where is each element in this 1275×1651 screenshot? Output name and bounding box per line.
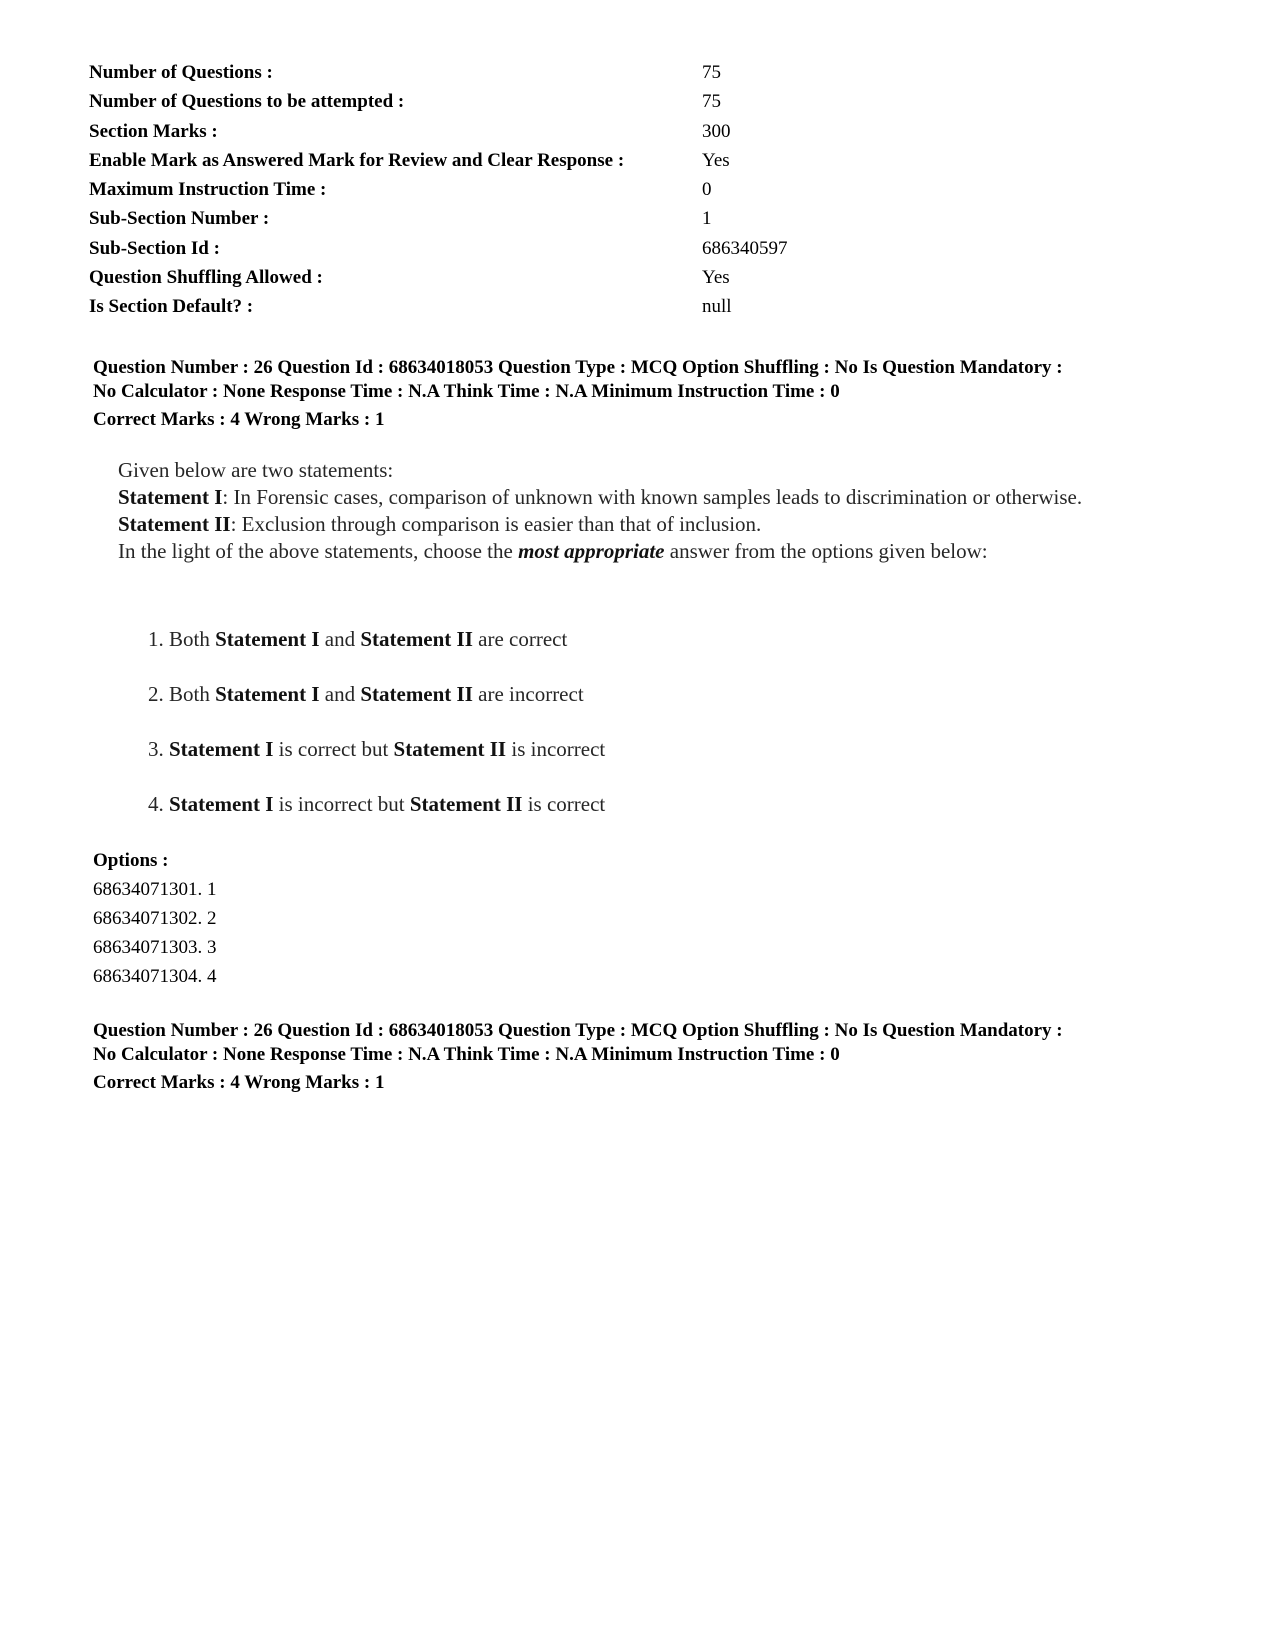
- choice-statement-label: Statement I: [169, 737, 274, 761]
- meta-row: [89, 234, 788, 263]
- statement-one: [118, 484, 1158, 511]
- meta-row: [89, 58, 788, 87]
- meta-value: 75: [702, 62, 721, 83]
- choice-statement-label: Statement II: [393, 737, 507, 761]
- meta-label: Number of Questions :: [89, 62, 273, 83]
- choice-item: [148, 626, 605, 681]
- choice-text: is incorrect: [506, 737, 606, 761]
- question-header-line: No Calculator : None Response Time : N.A Think Time : N.A Minimum Instruction Time : 0: [93, 1044, 840, 1065]
- question-header-line: Question Number : 26 Question Id : 68634018053 Question Type : MCQ Option Shuffling : No Is Question Mandatory :: [93, 1020, 1063, 1041]
- choice-number: 4.: [148, 792, 164, 816]
- choice-statement-label: Statement II: [360, 682, 473, 706]
- meta-label: Enable Mark as Answered Mark for Review and Clear Response :: [89, 149, 625, 171]
- meta-label: Maximum Instruction Time :: [89, 179, 327, 201]
- choice-item: [148, 791, 605, 846]
- prompt-emphasis: most appropriate: [518, 539, 665, 563]
- question-prompt: [118, 538, 1158, 565]
- question-header-line: Question Number : 26 Question Id : 68634018053 Question Type : MCQ Option Shuffling : No Is Question Mandatory :: [93, 357, 1063, 378]
- choice-text: is correct: [522, 792, 606, 816]
- choice-text: are incorrect: [472, 682, 584, 706]
- options-list: [93, 846, 217, 991]
- options-title: Options :: [93, 850, 169, 871]
- choice-number: 2.: [148, 682, 164, 706]
- prompt-after: answer from the options given below:: [664, 539, 988, 563]
- meta-value: Yes: [702, 267, 730, 289]
- option-item: 68634071301. 1: [93, 879, 217, 900]
- question-header-line: No Calculator : None Response Time : N.A Think Time : N.A Minimum Instruction Time : 0: [93, 381, 840, 402]
- meta-value: 75: [702, 91, 721, 113]
- meta-label: Is Section Default? :: [89, 296, 254, 318]
- meta-label: Number of Questions to be attempted :: [89, 91, 405, 113]
- choice-text: and: [319, 627, 361, 651]
- statement-one-label: Statement I: [118, 485, 223, 509]
- question-choices: [148, 626, 605, 846]
- choice-text: is incorrect but: [273, 792, 410, 816]
- choice-statement-label: Statement I: [169, 792, 274, 816]
- section-meta-table: [89, 58, 788, 322]
- meta-row: [89, 263, 788, 292]
- question-body: [118, 457, 1158, 565]
- meta-row: [89, 87, 788, 116]
- meta-value: 1: [702, 208, 712, 230]
- statement-two-text: : Exclusion through comparison is easier than that of inclusion.: [230, 512, 762, 536]
- statement-one-text: : In Forensic cases, comparison of unknown with known samples leads to discrimination or otherwise.: [222, 485, 1083, 509]
- choice-text: Both: [169, 682, 216, 706]
- choice-item: [148, 736, 605, 791]
- choice-text: and: [319, 682, 361, 706]
- question-header: [93, 356, 1063, 432]
- meta-label: Question Shuffling Allowed :: [89, 267, 323, 289]
- meta-value: Yes: [702, 149, 730, 171]
- choice-statement-label: Statement II: [409, 792, 523, 816]
- option-item: 68634071302. 2: [93, 908, 217, 929]
- meta-label: Sub-Section Id :: [89, 237, 220, 259]
- choice-number: 1.: [148, 627, 164, 651]
- meta-row: [89, 117, 788, 146]
- question-intro: Given below are two statements:: [118, 458, 394, 482]
- statement-two: [118, 511, 1158, 538]
- choice-text: are correct: [472, 627, 568, 651]
- choice-statement-label: Statement I: [215, 627, 320, 651]
- meta-value: 0: [702, 179, 712, 201]
- question-header: [93, 1019, 1063, 1095]
- choice-statement-label: Statement I: [215, 682, 320, 706]
- prompt-before: In the light of the above statements, choose the: [118, 539, 519, 563]
- meta-row: [89, 204, 788, 233]
- question-marks: Correct Marks : 4 Wrong Marks : 1: [93, 409, 385, 430]
- choice-number: 3.: [148, 737, 164, 761]
- question-marks: Correct Marks : 4 Wrong Marks : 1: [93, 1072, 385, 1093]
- meta-row: [89, 292, 788, 321]
- option-item: 68634071303. 3: [93, 937, 217, 958]
- meta-label: Section Marks :: [89, 120, 218, 142]
- statement-two-label: Statement II: [118, 512, 231, 536]
- meta-label: Sub-Section Number :: [89, 208, 270, 230]
- choice-text: is correct but: [273, 737, 394, 761]
- choice-item: [148, 681, 605, 736]
- meta-value: 686340597: [702, 237, 788, 259]
- meta-value: 300: [702, 120, 731, 142]
- choice-text: Both: [169, 627, 216, 651]
- meta-row: [89, 146, 788, 175]
- option-item: 68634071304. 4: [93, 966, 217, 987]
- meta-value: null: [702, 296, 732, 318]
- meta-row: [89, 175, 788, 204]
- choice-statement-label: Statement II: [360, 627, 473, 651]
